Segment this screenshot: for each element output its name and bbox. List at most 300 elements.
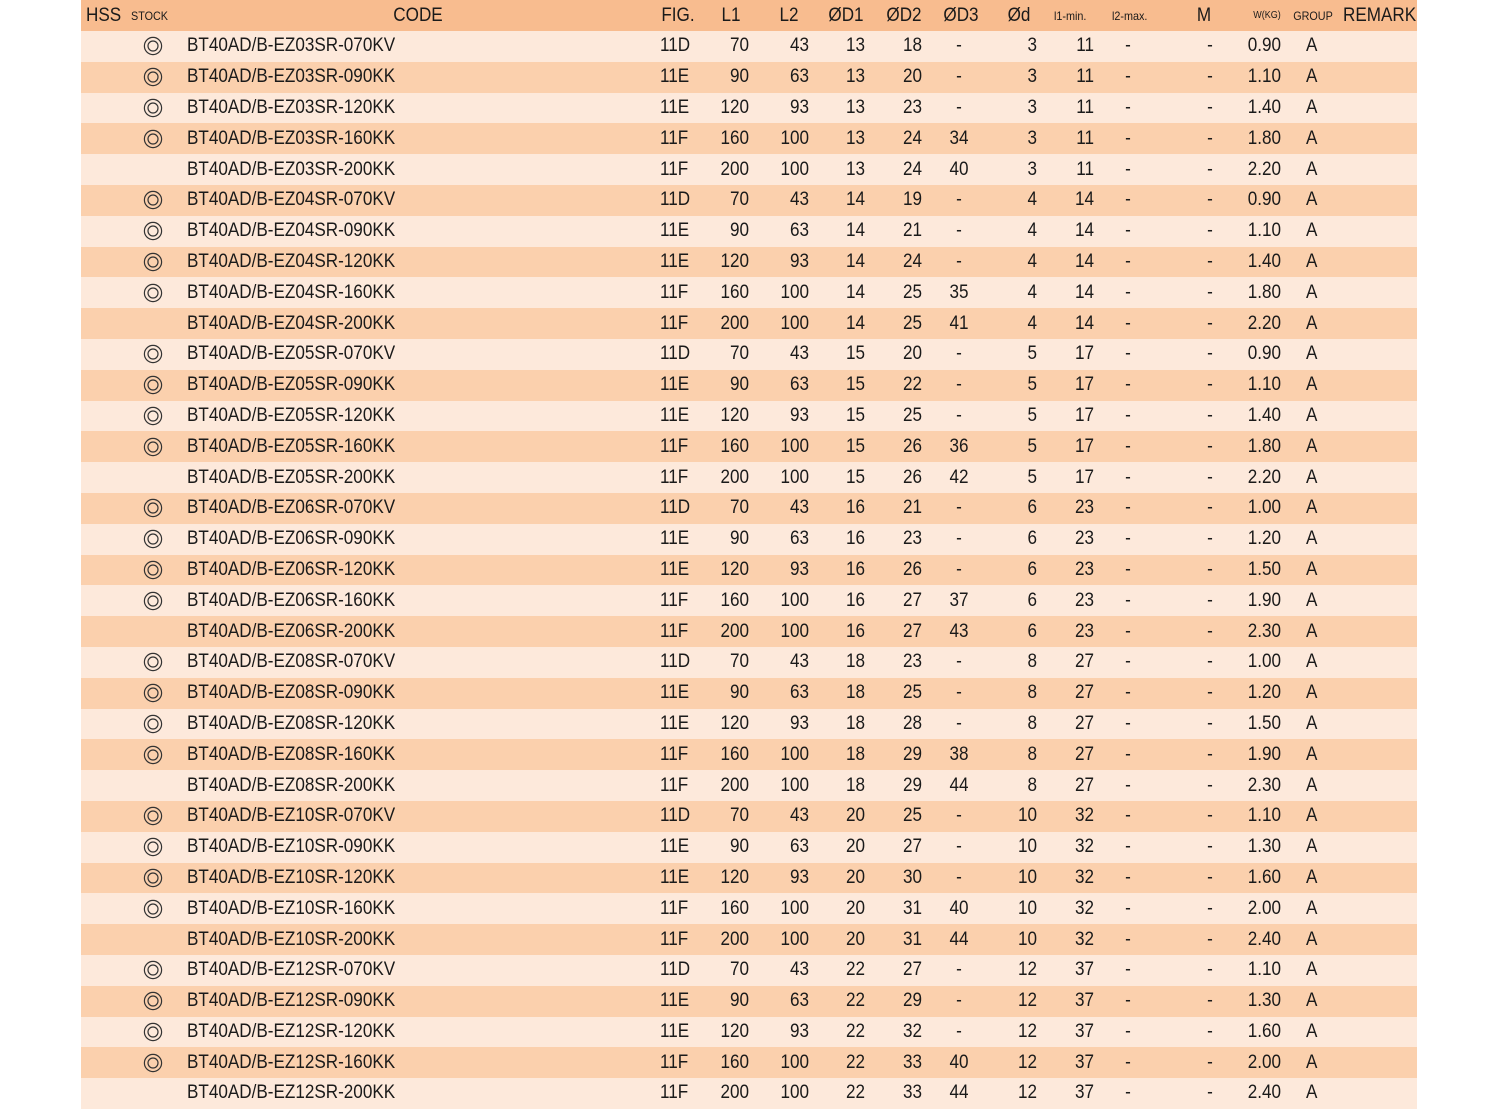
d3-cell: -: [956, 189, 962, 211]
l1min-cell: 14: [1074, 250, 1094, 272]
stock-icon: [141, 339, 165, 370]
fig-cell: 11D: [660, 343, 691, 365]
weight-cell: 1.10: [1247, 374, 1281, 396]
stock-icon: [141, 678, 165, 709]
l2-cell: 43: [789, 959, 809, 981]
d1-cell: 22: [845, 990, 865, 1012]
d-cell: 10: [1017, 836, 1037, 858]
d2-cell: 26: [902, 466, 922, 488]
m-cell: -: [1207, 96, 1213, 118]
d3-cell: -: [956, 990, 962, 1012]
d1-cell: 18: [845, 682, 865, 704]
m-cell: -: [1207, 250, 1213, 272]
d1-cell: 22: [845, 959, 865, 981]
code-cell: BT40AD/B-EZ10SR-200KK: [187, 928, 396, 950]
stock-icon: [141, 986, 165, 1017]
l2-cell: 100: [780, 1082, 809, 1104]
group-cell: A: [1306, 682, 1318, 704]
l1-cell: 200: [720, 1082, 749, 1104]
fig-cell: 11E: [660, 66, 690, 88]
d3-cell: 41: [949, 312, 969, 334]
d-cell: 3: [1027, 127, 1037, 149]
l2-cell: 63: [789, 682, 809, 704]
group-cell: A: [1306, 497, 1318, 519]
d1-cell: 16: [845, 528, 865, 550]
d3-cell: -: [956, 805, 962, 827]
d3-cell: -: [956, 220, 962, 242]
m-cell: -: [1207, 558, 1213, 580]
group-cell: A: [1306, 651, 1318, 673]
l1-cell: 120: [720, 96, 749, 118]
fig-cell: 11E: [660, 404, 690, 426]
d-cell: 10: [1017, 897, 1037, 919]
d1-cell: 14: [845, 281, 865, 303]
m-cell: -: [1207, 35, 1213, 57]
l1-cell: 200: [720, 466, 749, 488]
m-cell: -: [1207, 928, 1213, 950]
group-cell: A: [1306, 374, 1318, 396]
d-cell: 6: [1027, 589, 1037, 611]
d1-cell: 15: [845, 466, 865, 488]
d1-cell: 18: [845, 774, 865, 796]
weight-cell: 1.80: [1247, 127, 1281, 149]
stock-icon: [141, 31, 165, 62]
fig-cell: 11F: [660, 281, 689, 303]
l1-cell: 160: [720, 897, 749, 919]
header-d: Ød: [1007, 4, 1031, 26]
d-cell: 3: [1027, 158, 1037, 180]
m-cell: -: [1207, 1020, 1213, 1042]
l1-cell: 120: [720, 1020, 749, 1042]
l2-cell: 63: [789, 836, 809, 858]
code-cell: BT40AD/B-EZ03SR-200KK: [187, 158, 396, 180]
d2-cell: 29: [902, 990, 922, 1012]
l2-cell: 93: [789, 250, 809, 272]
weight-cell: 1.10: [1247, 805, 1281, 827]
group-cell: A: [1306, 836, 1318, 858]
m-cell: -: [1207, 343, 1213, 365]
header-l1min: l1-min.: [1054, 8, 1087, 23]
group-cell: A: [1306, 158, 1318, 180]
stock-icon: [141, 955, 165, 986]
l2-cell: 100: [780, 158, 809, 180]
d1-cell: 13: [845, 127, 865, 149]
code-cell: BT40AD/B-EZ08SR-090KK: [187, 682, 396, 704]
group-cell: A: [1306, 528, 1318, 550]
fig-cell: 11F: [660, 897, 689, 919]
l1min-cell: 32: [1074, 836, 1094, 858]
weight-cell: 2.20: [1247, 158, 1281, 180]
l1-cell: 70: [729, 497, 749, 519]
table-row: [81, 801, 1417, 832]
table-row: [81, 955, 1417, 986]
d1-cell: 15: [845, 404, 865, 426]
d3-cell: -: [956, 66, 962, 88]
l1min-cell: 23: [1074, 497, 1094, 519]
d-cell: 8: [1027, 743, 1037, 765]
table-row: [81, 462, 1417, 493]
header-l2: L2: [779, 4, 799, 26]
l1-cell: 200: [720, 620, 749, 642]
l1min-cell: 17: [1074, 466, 1094, 488]
m-cell: -: [1207, 497, 1213, 519]
code-cell: BT40AD/B-EZ12SR-200KK: [187, 1082, 396, 1104]
d3-cell: -: [956, 959, 962, 981]
l1min-cell: 27: [1074, 743, 1094, 765]
d2-cell: 23: [902, 96, 922, 118]
l1-cell: 200: [720, 774, 749, 796]
l1min-cell: 11: [1076, 66, 1094, 88]
d-cell: 4: [1027, 220, 1037, 242]
d-cell: 4: [1027, 250, 1037, 272]
group-cell: A: [1306, 281, 1318, 303]
fig-cell: 11E: [660, 220, 690, 242]
d2-cell: 22: [902, 374, 922, 396]
d-cell: 6: [1027, 528, 1037, 550]
l2-cell: 100: [780, 127, 809, 149]
l1min-cell: 32: [1074, 928, 1094, 950]
d3-cell: -: [956, 343, 962, 365]
table-row: [81, 863, 1417, 894]
fig-cell: 11E: [660, 712, 690, 734]
l2max-cell: -: [1125, 466, 1131, 488]
d-cell: 10: [1017, 928, 1037, 950]
code-cell: BT40AD/B-EZ10SR-090KK: [187, 836, 396, 858]
stock-icon: [141, 1047, 165, 1078]
d1-cell: 15: [845, 343, 865, 365]
weight-cell: 1.60: [1247, 1020, 1281, 1042]
group-cell: A: [1306, 743, 1318, 765]
m-cell: -: [1207, 774, 1213, 796]
weight-cell: 1.00: [1247, 651, 1281, 673]
d3-cell: -: [956, 374, 962, 396]
d1-cell: 13: [845, 158, 865, 180]
d3-cell: 37: [949, 589, 969, 611]
d3-cell: 43: [949, 620, 969, 642]
table-row: [81, 647, 1417, 678]
d-cell: 4: [1027, 312, 1037, 334]
d3-cell: 36: [949, 435, 969, 457]
fig-cell: 11F: [660, 1082, 689, 1104]
code-cell: BT40AD/B-EZ12SR-160KK: [187, 1051, 396, 1073]
m-cell: -: [1207, 1051, 1213, 1073]
d-cell: 12: [1017, 959, 1037, 981]
d1-cell: 22: [845, 1020, 865, 1042]
group-cell: A: [1306, 66, 1318, 88]
fig-cell: 11E: [660, 96, 690, 118]
d2-cell: 29: [902, 743, 922, 765]
m-cell: -: [1207, 66, 1213, 88]
weight-cell: 1.10: [1247, 66, 1281, 88]
stock-icon: [141, 401, 165, 432]
d3-cell: -: [956, 497, 962, 519]
fig-cell: 11D: [660, 651, 691, 673]
d-cell: 8: [1027, 651, 1037, 673]
d3-cell: -: [956, 651, 962, 673]
fig-cell: 11F: [660, 1051, 689, 1073]
group-cell: A: [1306, 1020, 1318, 1042]
l2-cell: 100: [780, 743, 809, 765]
l1min-cell: 14: [1074, 220, 1094, 242]
m-cell: -: [1207, 281, 1213, 303]
d2-cell: 27: [902, 589, 922, 611]
table-row: [81, 154, 1417, 185]
l2max-cell: -: [1125, 435, 1131, 457]
fig-cell: 11F: [660, 466, 689, 488]
d2-cell: 24: [902, 158, 922, 180]
l1min-cell: 11: [1076, 96, 1094, 118]
d-cell: 4: [1027, 189, 1037, 211]
d3-cell: 42: [949, 466, 969, 488]
l2-cell: 43: [789, 805, 809, 827]
l2max-cell: -: [1125, 990, 1131, 1012]
stock-icon: [141, 524, 165, 555]
l2max-cell: -: [1125, 712, 1131, 734]
d2-cell: 30: [902, 866, 922, 888]
d3-cell: 44: [949, 1082, 969, 1104]
l1-cell: 90: [729, 374, 749, 396]
d-cell: 5: [1027, 374, 1037, 396]
d2-cell: 21: [902, 497, 922, 519]
weight-cell: 1.00: [1247, 497, 1281, 519]
d-cell: 10: [1017, 805, 1037, 827]
d-cell: 5: [1027, 404, 1037, 426]
l1-cell: 90: [729, 66, 749, 88]
fig-cell: 11E: [660, 558, 690, 580]
d2-cell: 28: [902, 712, 922, 734]
m-cell: -: [1207, 374, 1213, 396]
table-row: [81, 986, 1417, 1017]
weight-cell: 2.00: [1247, 897, 1281, 919]
m-cell: -: [1207, 189, 1213, 211]
stock-icon: [141, 709, 165, 740]
code-cell: BT40AD/B-EZ05SR-090KK: [187, 374, 396, 396]
d-cell: 5: [1027, 466, 1037, 488]
header-weight: W(KG): [1253, 10, 1281, 21]
d1-cell: 20: [845, 928, 865, 950]
m-cell: -: [1207, 466, 1213, 488]
d3-cell: -: [956, 35, 962, 57]
table-row: [81, 524, 1417, 555]
l1-cell: 160: [720, 281, 749, 303]
header-d2: ØD2: [886, 4, 922, 26]
d-cell: 6: [1027, 620, 1037, 642]
l1min-cell: 32: [1074, 897, 1094, 919]
code-cell: BT40AD/B-EZ05SR-200KK: [187, 466, 396, 488]
d3-cell: -: [956, 528, 962, 550]
code-cell: BT40AD/B-EZ04SR-160KK: [187, 281, 396, 303]
l1-cell: 70: [729, 189, 749, 211]
weight-cell: 1.30: [1247, 990, 1281, 1012]
l1-cell: 90: [729, 682, 749, 704]
fig-cell: 11F: [660, 620, 689, 642]
table-row: [81, 893, 1417, 924]
d-cell: 12: [1017, 1020, 1037, 1042]
d2-cell: 23: [902, 528, 922, 550]
stock-icon: [141, 123, 165, 154]
d3-cell: -: [956, 1020, 962, 1042]
l2max-cell: -: [1125, 805, 1131, 827]
d1-cell: 14: [845, 189, 865, 211]
table-row: [81, 93, 1417, 124]
table-row: [81, 31, 1417, 62]
header-l2max: l2-max.: [1112, 8, 1148, 23]
d-cell: 3: [1027, 35, 1037, 57]
l2max-cell: -: [1125, 897, 1131, 919]
d2-cell: 32: [902, 1020, 922, 1042]
table-row: [81, 924, 1417, 955]
l2max-cell: -: [1125, 620, 1131, 642]
l2-cell: 100: [780, 928, 809, 950]
fig-cell: 11E: [660, 990, 690, 1012]
l2max-cell: -: [1125, 682, 1131, 704]
l2-cell: 93: [789, 866, 809, 888]
group-cell: A: [1306, 558, 1318, 580]
d3-cell: 40: [949, 1051, 969, 1073]
l2-cell: 63: [789, 374, 809, 396]
stock-icon: [141, 893, 165, 924]
weight-cell: 2.40: [1247, 1082, 1281, 1104]
stock-icon: [141, 216, 165, 247]
d3-cell: -: [956, 250, 962, 272]
weight-cell: 1.90: [1247, 743, 1281, 765]
stock-icon: [141, 555, 165, 586]
fig-cell: 11E: [660, 836, 690, 858]
weight-cell: 1.20: [1247, 528, 1281, 550]
d1-cell: 14: [845, 250, 865, 272]
d3-cell: 40: [949, 897, 969, 919]
group-cell: A: [1306, 589, 1318, 611]
m-cell: -: [1207, 127, 1213, 149]
d1-cell: 20: [845, 866, 865, 888]
header-hss: HSS: [86, 4, 122, 26]
l2-cell: 100: [780, 774, 809, 796]
d1-cell: 18: [845, 651, 865, 673]
l1min-cell: 37: [1074, 1020, 1094, 1042]
l1min-cell: 23: [1074, 528, 1094, 550]
table-row: [81, 709, 1417, 740]
m-cell: -: [1207, 866, 1213, 888]
group-cell: A: [1306, 959, 1318, 981]
fig-cell: 11F: [660, 589, 689, 611]
l1-cell: 90: [729, 836, 749, 858]
weight-cell: 1.10: [1247, 959, 1281, 981]
m-cell: -: [1207, 805, 1213, 827]
l2-cell: 100: [780, 589, 809, 611]
weight-cell: 1.40: [1247, 250, 1281, 272]
d1-cell: 20: [845, 805, 865, 827]
l2max-cell: -: [1125, 928, 1131, 950]
d2-cell: 18: [902, 35, 922, 57]
code-cell: BT40AD/B-EZ03SR-070KV: [187, 35, 396, 57]
weight-cell: 1.80: [1247, 281, 1281, 303]
stock-icon: [141, 370, 165, 401]
weight-cell: 1.80: [1247, 435, 1281, 457]
l2max-cell: -: [1125, 651, 1131, 673]
header-l1: L1: [721, 4, 741, 26]
code-cell: BT40AD/B-EZ08SR-070KV: [187, 651, 396, 673]
d1-cell: 20: [845, 897, 865, 919]
d1-cell: 15: [845, 374, 865, 396]
l2max-cell: -: [1125, 836, 1131, 858]
group-cell: A: [1306, 1082, 1318, 1104]
weight-cell: 2.00: [1247, 1051, 1281, 1073]
l2-cell: 43: [789, 35, 809, 57]
stock-icon: [141, 247, 165, 278]
l1min-cell: 27: [1074, 651, 1094, 673]
l1-cell: 120: [720, 712, 749, 734]
l1-cell: 120: [720, 866, 749, 888]
m-cell: -: [1207, 404, 1213, 426]
d3-cell: 40: [949, 158, 969, 180]
fig-cell: 11D: [660, 497, 691, 519]
code-cell: BT40AD/B-EZ04SR-120KK: [187, 250, 396, 272]
l2max-cell: -: [1125, 96, 1131, 118]
l2-cell: 43: [789, 189, 809, 211]
l1min-cell: 27: [1074, 712, 1094, 734]
group-cell: A: [1306, 620, 1318, 642]
table-row: [81, 832, 1417, 863]
table-row: [81, 1078, 1417, 1109]
code-cell: BT40AD/B-EZ08SR-200KK: [187, 774, 396, 796]
d1-cell: 16: [845, 589, 865, 611]
table-row: [81, 678, 1417, 709]
d-cell: 6: [1027, 497, 1037, 519]
table-row: [81, 123, 1417, 154]
d-cell: 12: [1017, 990, 1037, 1012]
fig-cell: 11E: [660, 250, 690, 272]
l2max-cell: -: [1125, 528, 1131, 550]
l1-cell: 90: [729, 220, 749, 242]
table-row: [81, 277, 1417, 308]
l1-cell: 70: [729, 35, 749, 57]
l1-cell: 120: [720, 558, 749, 580]
l2max-cell: -: [1125, 220, 1131, 242]
l2-cell: 93: [789, 712, 809, 734]
weight-cell: 2.20: [1247, 466, 1281, 488]
l2-cell: 43: [789, 651, 809, 673]
d3-cell: -: [956, 404, 962, 426]
code-cell: BT40AD/B-EZ03SR-160KK: [187, 127, 396, 149]
fig-cell: 11F: [660, 928, 689, 950]
l2max-cell: -: [1125, 250, 1131, 272]
l1-cell: 90: [729, 528, 749, 550]
m-cell: -: [1207, 897, 1213, 919]
d2-cell: 31: [902, 897, 922, 919]
weight-cell: 1.40: [1247, 96, 1281, 118]
m-cell: -: [1207, 682, 1213, 704]
stock-icon: [141, 801, 165, 832]
fig-cell: 11E: [660, 682, 690, 704]
l2-cell: 100: [780, 281, 809, 303]
d2-cell: 33: [902, 1082, 922, 1104]
fig-cell: 11E: [660, 866, 690, 888]
l1min-cell: 17: [1074, 343, 1094, 365]
stock-icon: [141, 739, 165, 770]
fig-cell: 11D: [660, 35, 691, 57]
code-cell: BT40AD/B-EZ08SR-160KK: [187, 743, 396, 765]
d3-cell: -: [956, 682, 962, 704]
code-cell: BT40AD/B-EZ06SR-200KK: [187, 620, 396, 642]
m-cell: -: [1207, 435, 1213, 457]
d2-cell: 27: [902, 959, 922, 981]
l1min-cell: 17: [1074, 404, 1094, 426]
group-cell: A: [1306, 897, 1318, 919]
code-cell: BT40AD/B-EZ08SR-120KK: [187, 712, 396, 734]
fig-cell: 11F: [660, 312, 689, 334]
group-cell: A: [1306, 96, 1318, 118]
d-cell: 12: [1017, 1051, 1037, 1073]
